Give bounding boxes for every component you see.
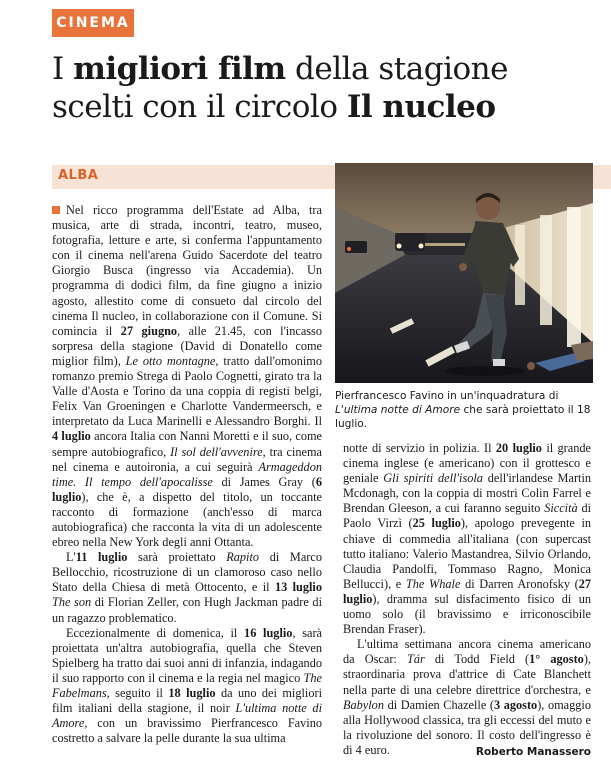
photo-image bbox=[335, 163, 593, 383]
text-run: da uno dei migliori film italiani della stagione, il noir bbox=[52, 686, 322, 716]
text-run: ), straordinaria prova d'attrice di Cate Blanchett nella parte di una celebre direttrice d'orchestra, e bbox=[343, 652, 591, 697]
text-run: , alle 21.45, con l'incasso sorpresa della stagione (David di Donatello come miglior film), bbox=[52, 323, 322, 368]
text-run: di James Gray ( bbox=[212, 474, 316, 489]
headline bbox=[52, 50, 611, 126]
film-title: The Whale bbox=[405, 576, 461, 591]
text-run: di Darren Aronofsky ( bbox=[460, 576, 579, 591]
date-bold: 1° agosto bbox=[529, 652, 584, 667]
article-column-left bbox=[52, 203, 322, 746]
text-run: Nel ricco programma dell'Estate ad Alba, tra musica, arte di strada, incontri, teatro, museo, fotografia, letture e arte, si conferma l'appuntamento con il cinema nell'arena Guido Sacerdote del teatro Giorgio Busca (ingresso via Accademia). Un programma di dodici film, da fine giugno a inizio agosto, allestito come di consueto dal circolo del cinema Il nucleo, in collaborazione con il Comune. Si comincia il bbox=[52, 203, 322, 338]
film-title: The son bbox=[52, 595, 92, 610]
section-tag: CINEMA bbox=[52, 9, 134, 37]
caption-text: che sarà proiettato il 18 luglio. bbox=[335, 404, 591, 430]
text-run: sarà proiettato bbox=[127, 550, 227, 565]
headline-line2 bbox=[52, 89, 496, 125]
date-bold: 4 luglio bbox=[52, 429, 91, 444]
photo-caption bbox=[335, 389, 593, 431]
film-title: Le otto montagne bbox=[125, 353, 216, 368]
article-paragraph bbox=[52, 550, 322, 625]
date-bold: 16 luglio bbox=[244, 625, 293, 640]
date-bold: 3 agosto bbox=[493, 697, 538, 712]
text-run: , tra cinema nel cinema e autoironia, a cui seguirà bbox=[52, 444, 322, 474]
date-bold: 27 luglio bbox=[343, 576, 592, 606]
text-run: ), apologo prevegente in chiave di commedia all'italiana (con supercast tutto italiano: Valerio Mastandrea, Silvio Orlando, Claudia Pandolfi, Tommaso Ragno, Monica Bellucci), e bbox=[343, 516, 592, 591]
article-paragraph-continued bbox=[343, 441, 591, 637]
film-title: The Fabelmans bbox=[52, 670, 322, 700]
article-paragraph bbox=[52, 626, 322, 747]
film-title: Tár bbox=[406, 652, 425, 667]
date-bold: 20 luglio bbox=[495, 441, 542, 455]
article-column-right bbox=[343, 441, 591, 758]
film-title: Rapito bbox=[226, 550, 260, 565]
caption-title: L'ultima notte di Amore bbox=[335, 404, 461, 416]
text-run: ), dramma sul disfacimento fisico di un uomo solo (il bravissimo e irriconoscibile Brendan Fraser). bbox=[343, 591, 591, 637]
text-run: L' bbox=[66, 550, 76, 565]
text-run: , tratto dall'omonimo romanzo premio Strega di Paolo Cognetti, girato tra la Valle d'Aosta e Torino da una coppia di registi belgi, Felix Van Groeningen e Charlotte Vandermeersch, e interpretato da Luca Marinelli e Alessandro Borghi. Il bbox=[52, 353, 322, 429]
text-run: dell'irlandese Martin Mcdonagh, con la coppia di mostri Colin Farrel e Brendan Gleeson, a cui faranno seguito bbox=[343, 471, 592, 516]
text-run: ), che è, a dispetto del titolo, un toccante racconto di formazione (anch'esso di marca autobiografica) che racconta la vita di un adolescente ebreo nella New York degli anni Ottanta. bbox=[52, 489, 322, 550]
date-bold: 13 luglio bbox=[274, 580, 322, 595]
text-run: Eccezionalmente di domenica, il bbox=[66, 625, 245, 640]
film-title: Siccità bbox=[544, 501, 578, 516]
text-run: ancora Italia con Nanni Moretti e il suo, come sempre autobiografico, bbox=[52, 429, 323, 459]
date-bold: 18 luglio bbox=[168, 686, 216, 700]
headline-text: scelti con il circolo bbox=[52, 89, 347, 125]
film-title: Gli spiriti dell'isola bbox=[383, 471, 483, 486]
text-run: di Damien Chazelle ( bbox=[383, 697, 494, 712]
text-run: notte di servizio in polizia. Il bbox=[343, 441, 496, 455]
film-title: Il sol dell'avvenire bbox=[170, 444, 263, 459]
headline-bold: Il nucleo bbox=[346, 89, 496, 125]
text-run: di Marco Bellocchio, ricostruzione di un clamoroso caso nello Stato della Chiesa di metà Ottocento, e il bbox=[52, 550, 322, 595]
text-run: L'ultima settimana ancora cinema americano da Oscar: bbox=[343, 637, 591, 667]
text-run: , seguito il bbox=[106, 686, 169, 700]
date-bold: 6 luglio bbox=[52, 474, 323, 504]
headline-line1 bbox=[52, 51, 508, 87]
text-run: , sarà proiettata un'altra autobiografia, quella che Steven Spielberg ha tratto dai suoi anni di infanzia, indagando il suo rapporto con il cinema e la regia nel magico bbox=[52, 625, 323, 685]
headline-bold: migliori film bbox=[73, 51, 286, 87]
headline-text: della stagione bbox=[285, 51, 508, 87]
film-title: Armageddon time. Il tempo dell'apocalisse bbox=[52, 459, 322, 489]
text-run: ), omaggio alla Hollywood classica, tra gli eccessi del muto e la rivoluzione del sonoro. Il costo dell'ingresso è di 4 euro. bbox=[343, 697, 591, 757]
date-bold: 27 giugno bbox=[120, 323, 178, 338]
headline-text: I bbox=[52, 51, 74, 87]
text-run: di Paolo Virzì ( bbox=[343, 501, 592, 531]
caption-text: Pierfrancesco Favino in un'inquadratura di bbox=[335, 390, 559, 402]
text-run: , con un bravissimo Pierfrancesco Favino costretto a salvare la pelle durante la sua ultima bbox=[52, 716, 322, 746]
text-run: di Todd Field ( bbox=[424, 652, 530, 667]
article-paragraph bbox=[52, 203, 322, 550]
paragraph-marker-icon bbox=[52, 206, 60, 214]
author-signature: Roberto Manassero bbox=[475, 746, 591, 758]
article-paragraph bbox=[343, 637, 591, 758]
film-title: Babylon bbox=[343, 697, 384, 712]
date-bold: 25 luglio bbox=[412, 516, 461, 531]
date-bold: 11 luglio bbox=[75, 550, 128, 565]
location-label: ALBA bbox=[58, 168, 99, 183]
film-title: L'ultima notte di Amore bbox=[52, 701, 322, 731]
article-photo bbox=[335, 163, 593, 383]
text-run: il grande cinema inglese (e americano) con il grottesco e geniale bbox=[343, 441, 591, 486]
text-run: di Florian Zeller, con Hugh Jackman padre di un ragazzo problematico. bbox=[52, 595, 322, 625]
